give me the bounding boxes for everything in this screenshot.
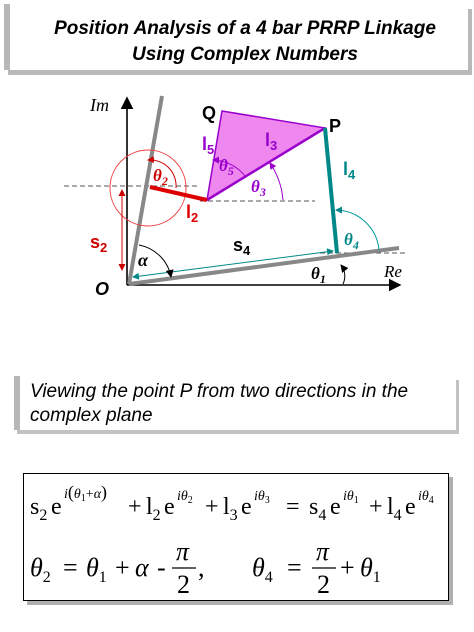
eq1-equals: =	[286, 494, 300, 520]
s4-label: $s_4$	[233, 235, 251, 258]
re-label: Re	[384, 262, 402, 281]
eq1-e1: e	[51, 494, 62, 520]
theta4-label: $\theta_4$	[344, 230, 359, 252]
eq1-exp5: $i\theta_4$	[418, 489, 434, 506]
eq1-exp4: $i\theta_1$	[343, 489, 359, 506]
theta1-label: $\theta_1$	[311, 264, 326, 286]
im-label: Im	[90, 95, 109, 115]
title-line-2: Using Complex Numbers	[132, 44, 358, 65]
eq2-theta1: $\theta_1$	[86, 553, 107, 586]
link4	[325, 128, 337, 253]
eq1-l3: $l_3$	[223, 494, 238, 524]
eq1-e5: e	[405, 494, 416, 520]
eq1-exp2: $i\theta_2$	[177, 489, 193, 506]
ground-line-horizontal	[129, 248, 399, 284]
eq2-alpha: α	[135, 553, 149, 582]
alpha-label: α	[138, 250, 148, 270]
eq1-e2: e	[164, 494, 175, 520]
eq1-e4: e	[330, 494, 341, 520]
equation-svg	[24, 474, 448, 600]
eq1-e3: e	[241, 494, 252, 520]
eq3-two: 2	[317, 570, 330, 599]
subtitle-line-1: Viewing the point P from two directions in the	[30, 381, 409, 402]
eq3-theta4: $\theta_4$	[252, 553, 273, 586]
l2-label: $l_2$	[186, 202, 199, 225]
eq3-equals: =	[287, 553, 302, 582]
eq2-minus: -	[157, 553, 166, 582]
equation-2	[30, 537, 205, 599]
link2-circle	[110, 150, 186, 226]
theta5-label: $\theta_5$	[219, 156, 234, 178]
eq1-exp3: $i\theta_3$	[254, 489, 270, 506]
eq2-equals: =	[63, 553, 78, 582]
link2	[150, 187, 207, 200]
origin-label: O	[95, 279, 110, 299]
theta3-arc	[270, 163, 283, 200]
eq1-l4: $l_4$	[387, 494, 402, 524]
linkage-diagram	[0, 80, 474, 310]
theta1-arc	[341, 265, 345, 284]
eq3-plus: +	[340, 553, 355, 582]
eq2-two: 2	[177, 570, 190, 599]
theta2-label: $\theta_2$	[153, 166, 168, 188]
title-line-1: Position Analysis of a 4 bar PRRP Linkage	[54, 18, 436, 39]
eq1-plus1: +	[128, 494, 142, 520]
subtitle-line-2: complex plane	[30, 405, 153, 426]
eq1-plus3: +	[369, 494, 383, 520]
equation-1	[30, 482, 434, 524]
eq1-exp1: $i(\theta_1+\alpha)$	[64, 482, 108, 504]
point-p-label: P	[329, 116, 342, 136]
eq1-s2: $s_2$	[30, 494, 48, 524]
equation-3	[252, 537, 381, 599]
equation-box	[23, 473, 449, 601]
eq2-plus: +	[115, 553, 130, 582]
eq2-theta2: $\theta_2$	[30, 553, 51, 586]
eq3-theta1: $\theta_1$	[360, 553, 381, 586]
subtitle-box	[14, 376, 456, 430]
eq2-pi: π	[176, 537, 190, 566]
title-box	[4, 4, 468, 70]
l5-label: $l_5$	[202, 134, 215, 157]
s2-label: $s_2$	[90, 232, 108, 255]
eq1-l2: $l_2$	[146, 494, 161, 524]
theta3-label: $\theta_3$	[251, 177, 266, 199]
eq1-plus2: +	[205, 494, 219, 520]
l3-label: $l_3$	[265, 130, 278, 153]
eq3-pi: π	[316, 537, 330, 566]
point-q-label: Q	[202, 103, 217, 123]
l4-label: $l_4$	[343, 159, 356, 182]
eq1-s4: $s_4$	[309, 494, 327, 524]
eq2-comma: ,	[198, 553, 205, 582]
